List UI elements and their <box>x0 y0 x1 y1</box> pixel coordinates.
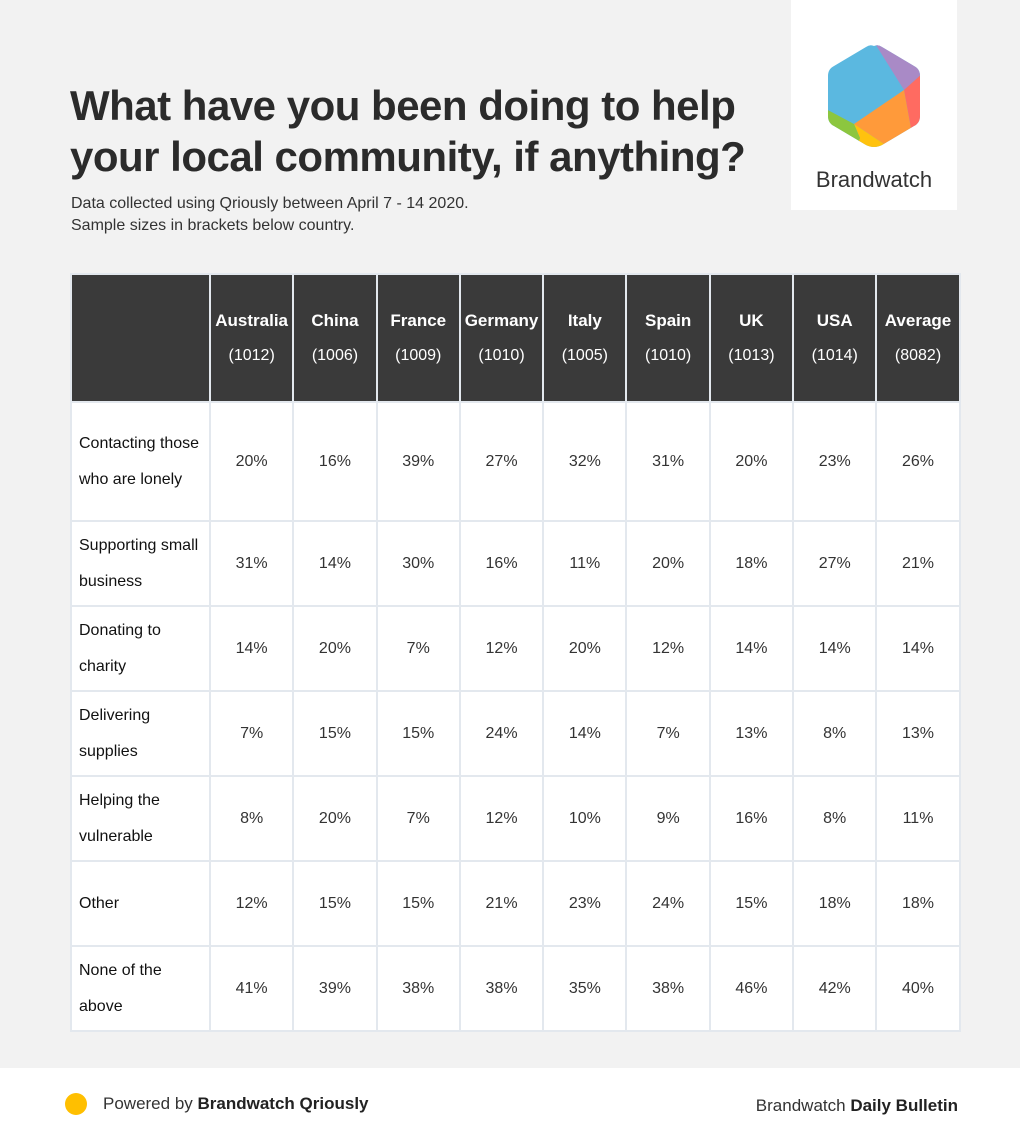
value-cell: 12% <box>460 776 543 861</box>
value-cell: 7% <box>377 776 460 861</box>
value-cell: 18% <box>710 521 793 606</box>
value-cell: 23% <box>543 861 626 946</box>
row-label: Delivering supplies <box>71 691 210 776</box>
bulletin-name: Daily Bulletin <box>850 1096 958 1115</box>
column-name: Germany <box>464 311 539 330</box>
value-cell: 38% <box>626 946 709 1031</box>
value-cell: 9% <box>626 776 709 861</box>
footer-dot-icon <box>65 1093 87 1115</box>
table-row <box>71 606 960 691</box>
value-cell: 24% <box>460 691 543 776</box>
column-name: Spain <box>644 311 692 330</box>
value-cell: 8% <box>793 776 876 861</box>
value-cell: 31% <box>210 521 293 606</box>
row-label: Helping the vulnerable <box>71 776 210 861</box>
value-cell: 14% <box>793 606 876 691</box>
value-cell: 31% <box>626 402 709 521</box>
column-header-average <box>876 274 959 402</box>
value-cell: 12% <box>626 606 709 691</box>
value-cell: 35% <box>543 946 626 1031</box>
value-cell: 20% <box>293 776 376 861</box>
value-cell: 38% <box>377 946 460 1031</box>
value-cell: 11% <box>543 521 626 606</box>
brandwatch-logo <box>791 0 957 210</box>
table-body <box>71 402 960 1031</box>
logo-text: Brandwatch <box>815 167 933 192</box>
powered-brand: Brandwatch Qriously <box>197 1094 369 1113</box>
column-sample-size: (1012) <box>228 347 275 364</box>
value-cell: 20% <box>710 402 793 521</box>
column-header-australia <box>210 274 293 402</box>
column-sample-size: (1005) <box>561 347 608 364</box>
value-cell: 11% <box>876 776 959 861</box>
column-sample-size: (1014) <box>811 347 858 364</box>
value-cell: 40% <box>876 946 959 1031</box>
column-sample-size: (1010) <box>478 347 525 364</box>
corner-cell <box>71 274 210 402</box>
row-label: Other <box>71 861 210 946</box>
value-cell: 26% <box>876 402 959 521</box>
value-cell: 7% <box>377 606 460 691</box>
value-cell: 7% <box>626 691 709 776</box>
value-cell: 20% <box>543 606 626 691</box>
value-cell: 13% <box>710 691 793 776</box>
table-header-row <box>71 274 960 402</box>
value-cell: 23% <box>793 402 876 521</box>
column-header-china <box>293 274 376 402</box>
value-cell: 18% <box>793 861 876 946</box>
value-cell: 14% <box>876 606 959 691</box>
table-row <box>71 402 960 521</box>
column-name: USA <box>816 311 853 330</box>
value-cell: 30% <box>377 521 460 606</box>
value-cell: 18% <box>876 861 959 946</box>
value-cell: 27% <box>793 521 876 606</box>
value-cell: 41% <box>210 946 293 1031</box>
value-cell: 39% <box>293 946 376 1031</box>
column-sample-size: (1010) <box>645 347 692 364</box>
results-table <box>70 273 961 1032</box>
table-row <box>71 691 960 776</box>
table-row <box>71 521 960 606</box>
column-name: Average <box>884 311 952 330</box>
daily-bulletin <box>756 1096 958 1116</box>
bulletin-prefix: Brandwatch <box>755 1096 846 1115</box>
value-cell: 39% <box>377 402 460 521</box>
value-cell: 15% <box>293 691 376 776</box>
brandwatch-hexagon-icon <box>824 42 924 152</box>
column-sample-size: (1006) <box>311 347 359 364</box>
column-name: Italy <box>567 311 602 330</box>
table-row <box>71 946 960 1031</box>
value-cell: 24% <box>626 861 709 946</box>
value-cell: 15% <box>293 861 376 946</box>
value-cell: 14% <box>543 691 626 776</box>
value-cell: 15% <box>377 861 460 946</box>
column-header-usa <box>793 274 876 402</box>
footer <box>0 1068 1020 1144</box>
value-cell: 14% <box>210 606 293 691</box>
value-cell: 14% <box>293 521 376 606</box>
column-sample-size: (1013) <box>728 347 775 364</box>
column-name: France <box>390 311 447 330</box>
value-cell: 42% <box>793 946 876 1031</box>
subtitle-line-2: Sample sizes in brackets below country. <box>71 217 355 234</box>
value-cell: 20% <box>626 521 709 606</box>
value-cell: 8% <box>210 776 293 861</box>
value-cell: 12% <box>210 861 293 946</box>
value-cell: 16% <box>293 402 376 521</box>
column-header-germany <box>460 274 543 402</box>
value-cell: 15% <box>377 691 460 776</box>
value-cell: 13% <box>876 691 959 776</box>
value-cell: 7% <box>210 691 293 776</box>
column-header-uk <box>710 274 793 402</box>
value-cell: 15% <box>710 861 793 946</box>
row-label: Contacting those who are lonely <box>71 402 210 521</box>
row-label: Donating to charity <box>71 606 210 691</box>
value-cell: 16% <box>460 521 543 606</box>
value-cell: 8% <box>793 691 876 776</box>
row-label: None of the above <box>71 946 210 1031</box>
value-cell: 32% <box>543 402 626 521</box>
column-name: China <box>311 311 359 330</box>
value-cell: 21% <box>460 861 543 946</box>
column-sample-size: (8082) <box>894 347 942 364</box>
column-header-france <box>377 274 460 402</box>
value-cell: 27% <box>460 402 543 521</box>
column-name: UK <box>739 311 764 330</box>
column-name: Australia <box>215 311 289 330</box>
column-header-italy <box>543 274 626 402</box>
page-title: What have you been doing to help your local community, if anything? <box>70 82 746 180</box>
value-cell: 38% <box>460 946 543 1031</box>
table-row <box>71 776 960 861</box>
powered-prefix: Powered by <box>103 1094 193 1113</box>
value-cell: 16% <box>710 776 793 861</box>
row-label: Supporting small business <box>71 521 210 606</box>
subtitle-line-1: Data collected using Qriously between April 7 - 14 2020. <box>71 195 469 212</box>
value-cell: 12% <box>460 606 543 691</box>
column-header-spain <box>626 274 709 402</box>
value-cell: 14% <box>710 606 793 691</box>
value-cell: 21% <box>876 521 959 606</box>
value-cell: 10% <box>543 776 626 861</box>
value-cell: 20% <box>210 402 293 521</box>
value-cell: 46% <box>710 946 793 1031</box>
value-cell: 20% <box>293 606 376 691</box>
column-sample-size: (1009) <box>395 347 442 364</box>
table-row <box>71 861 960 946</box>
powered-by <box>103 1094 369 1114</box>
subtitle <box>71 193 469 237</box>
